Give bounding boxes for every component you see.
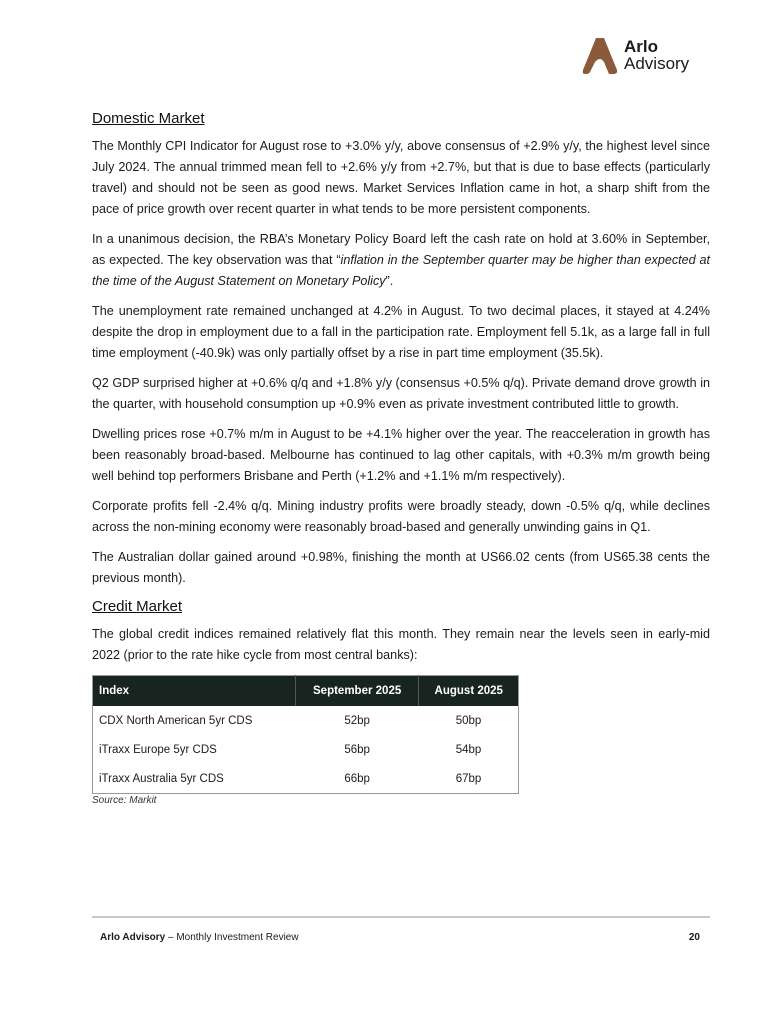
paragraph-gdp: Q2 GDP surprised higher at +0.6% q/q and +1.8% y/y (consensus +0.5% q/q). Private demand drove growth in the quarter, with household consumption up +0.9% even as private investment contributed little to growth.: [92, 376, 710, 411]
table-row: [93, 735, 519, 764]
header-index: Index: [93, 676, 296, 707]
header-august: August 2025: [419, 676, 519, 707]
paragraph-unemployment: The unemployment rate remained unchanged at 4.2% in August. To two decimal places, it stayed at 4.24% despite the drop in employment due to a fall in the participation rate. Employment fell 5.1k, as a large fall in full time employment (-40.9k) was only partially offset by a rise in part time employment (35.5k).: [92, 304, 710, 360]
paragraph-profits: Corporate profits fell -2.4% q/q. Mining industry profits were broadly steady, down -0.5% q/q, while declines across the non-mining economy were reasonably broad-based and generally unwinding gains in Q1.: [92, 499, 710, 534]
rba-text: In a unanimous decision, the RBA’s Monetary Policy Board left the cash rate on hold at 3.60% in September, as expected. The key observation was that “: [92, 232, 710, 267]
header-september: September 2025: [295, 676, 419, 707]
footer: [100, 932, 700, 943]
table-header-row: [93, 676, 519, 707]
paragraph-dwelling: Dwelling prices rose +0.7% m/m in August to be +4.1% higher over the year. The reacceleration in growth has been reasonably broad-based. Melbourne has continued to lag other capitals, with +0.3% m/m growth being well behind top performers Brisbane and Perth (+1.2% and +1.1% m/m respectively).: [92, 427, 710, 483]
table-source: Source: Markit: [92, 795, 157, 806]
logo-line1: Arlo: [624, 37, 658, 56]
cell-index: CDX North American 5yr CDS: [99, 714, 253, 727]
cell-august: 50bp: [455, 714, 482, 727]
table-row: [93, 706, 519, 735]
table-row: [93, 764, 519, 794]
credit-market-heading: Credit Market: [92, 598, 183, 615]
logo-line2: Advisory: [624, 54, 690, 73]
paragraph-rba: [92, 229, 710, 292]
footer-divider: [92, 916, 710, 918]
cell-august: 54bp: [455, 743, 482, 756]
arlo-logo-icon: [582, 36, 618, 74]
cell-september: 66bp: [344, 772, 370, 785]
footer-title: – Monthly Investment Review: [165, 932, 299, 943]
cell-september: 52bp: [344, 714, 370, 727]
logo: [582, 36, 689, 74]
cell-index: iTraxx Australia 5yr CDS: [99, 772, 224, 785]
paragraph-cpi: The Monthly CPI Indicator for August rose to +3.0% y/y, above consensus of +2.9% y/y, the highest level since July 2024. The annual trimmed mean fell to +2.6% y/y from +2.7%, but that is due to base effects (particularly travel) and should not be seen as good news. Market Services Inflation came in hot, a sharp shift from the pace of price growth over recent quarter in what tends to be more persistent components.: [92, 139, 710, 216]
paragraph-aud: The Australian dollar gained around +0.98%, finishing the month at US66.02 cents (from US65.38 cents the previous month).: [92, 550, 710, 585]
page-number: 20: [688, 932, 700, 943]
footer-brand: Arlo Advisory: [100, 932, 166, 943]
domestic-market-heading: Domestic Market: [92, 110, 205, 127]
cell-september: 56bp: [344, 743, 370, 756]
cell-index: iTraxx Europe 5yr CDS: [99, 743, 217, 756]
paragraph-credit: The global credit indices remained relatively flat this month. They remain near the levels seen in early-mid 2022 (prior to the rate hike cycle from most central banks):: [92, 627, 710, 662]
rba-text-end: ”.: [385, 274, 394, 288]
main-content: [92, 109, 710, 806]
cell-august: 67bp: [455, 772, 482, 785]
rba-quote: inflation in the September quarter may be higher than expected at the time of the August Statement on Monetary Policy: [92, 253, 710, 288]
credit-table: [92, 675, 519, 794]
